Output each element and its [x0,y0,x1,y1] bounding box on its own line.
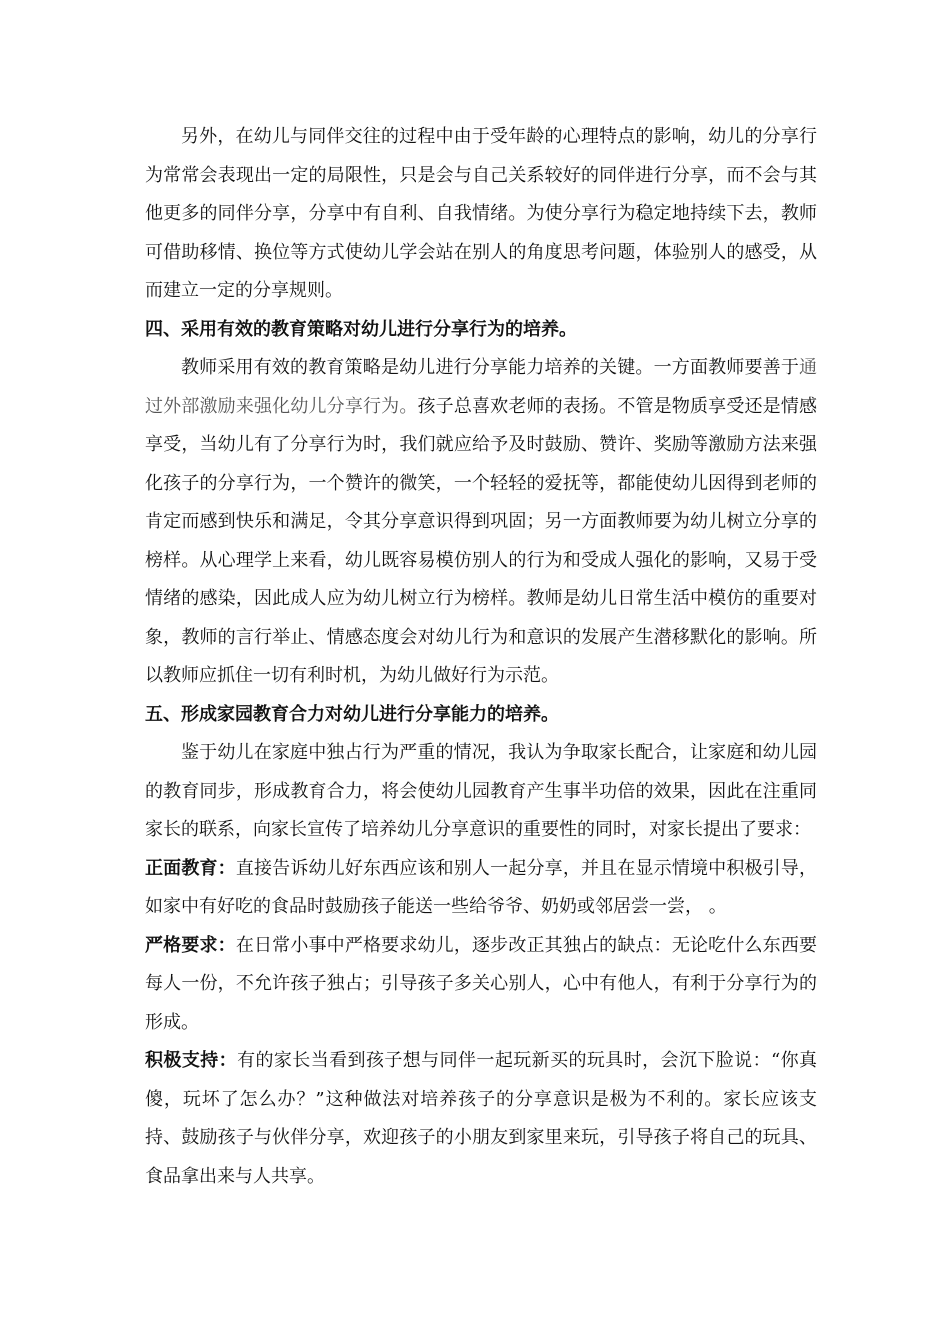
section-heading-5: 五、形成家园教育合力对幼儿进行分享能力的培养。 [145,703,559,725]
item-positive-education [145,850,817,927]
paragraph-text: 鉴于幼儿在家庭中独占行为严重的情况，我认为争取家长配合，让家庭和幼儿园的教育同步，形成教育合力，将会使幼儿园教育产生事半功倍的效果，因此在注重同家长的联系，向家长宣传了培养幼儿分享意识的重要性的同时，对家长提出了要求： [145,742,817,840]
item-label: 严格要求 [145,934,218,956]
paragraph-text-part-b: 通过外部激励来强化幼儿分享行为。 [145,357,817,417]
document-page [145,118,817,1196]
item-strict-requirements [145,927,817,1043]
item-text: 直接告诉幼儿好东西应该和别人一起分享，并且在显示情境中积极引导，如家中有好吃的食品时鼓励孩子能送一些给爷爷、奶奶或邻居尝一尝， 。 [145,857,818,917]
paragraph-text-part-a: 教师采用有效的教育策略是幼儿进行分享能力培养的关键。一方面教师要善于 [181,357,799,378]
paragraph-text-part-c: 孩子总喜欢老师的表扬。不管是物质享受还是情感享受，当幼儿有了分享行为时，我们就应给予及时鼓励、赞许、奖励等激励方法来强化孩子的分享行为，一个赞许的微笑，一个轻轻的爱抚等，都能使幼儿因得到老师的肯定而感到快乐和满足，令其分享意识得到巩固；另一方面教师要为幼儿树立分享的榜样。从心理学上来看，幼儿既容易模仿别人的行为和受成人强化的影响，又易于受情绪的感染，因此成人应为幼儿树立行为榜样。教师是幼儿日常生活中模仿的重要对象，教师的言行举止、情感态度会对幼儿行为和意识的发展产生潜移默化的影响。所以教师应抓住一切有利时机，为幼儿做好行为示范。 [145,395,817,686]
item-label: 积极支持 [145,1050,219,1071]
section-heading-4: 四、采用有效的教育策略对幼儿进行分享行为的培养。 [145,318,577,340]
paragraph-home-school-cooperation [145,734,817,850]
item-text: 有的家长当看到孩子想与同伴一起玩新买的玩具时，会沉下脸说：“你真傻，玩坏了怎么办？”这种做法对培养孩子的分享意识是极为不利的。家长应该支持、鼓励孩子与伙伴分享，欢迎孩子的小朋友到家里来玩，引导孩子将自己的玩具、食品拿出来与人共享。 [145,1050,818,1187]
paragraph-teaching-strategy [145,349,817,696]
item-separator: ： [217,934,236,956]
paragraph-text: 另外，在幼儿与同伴交往的过程中由于受年龄的心理特点的影响，幼儿的分享行为常常会表现出一定的局限性，只是会与自己关系较好的同伴进行分享，而不会与其他更多的同伴分享，分享中有自利、自我情绪。为使分享行为稳定地持续下去，教师可借助移情、换位等方式使幼儿学会站在别人的角度思考问题，体验别人的感受，从而建立一定的分享规则。 [145,126,817,301]
item-active-support [145,1042,817,1196]
item-text: 在日常小事中严格要求幼儿，逐步改正其独占的缺点：无论吃什么东西要每人一份，不允许孩子独占；引导孩子多关心别人，心中有他人，有利于分享行为的形成。 [145,934,818,1033]
paragraph-sharing-limits [145,118,817,311]
item-separator: ： [217,857,236,879]
item-label: 正面教育 [145,857,218,879]
item-separator: ： [218,1050,238,1071]
